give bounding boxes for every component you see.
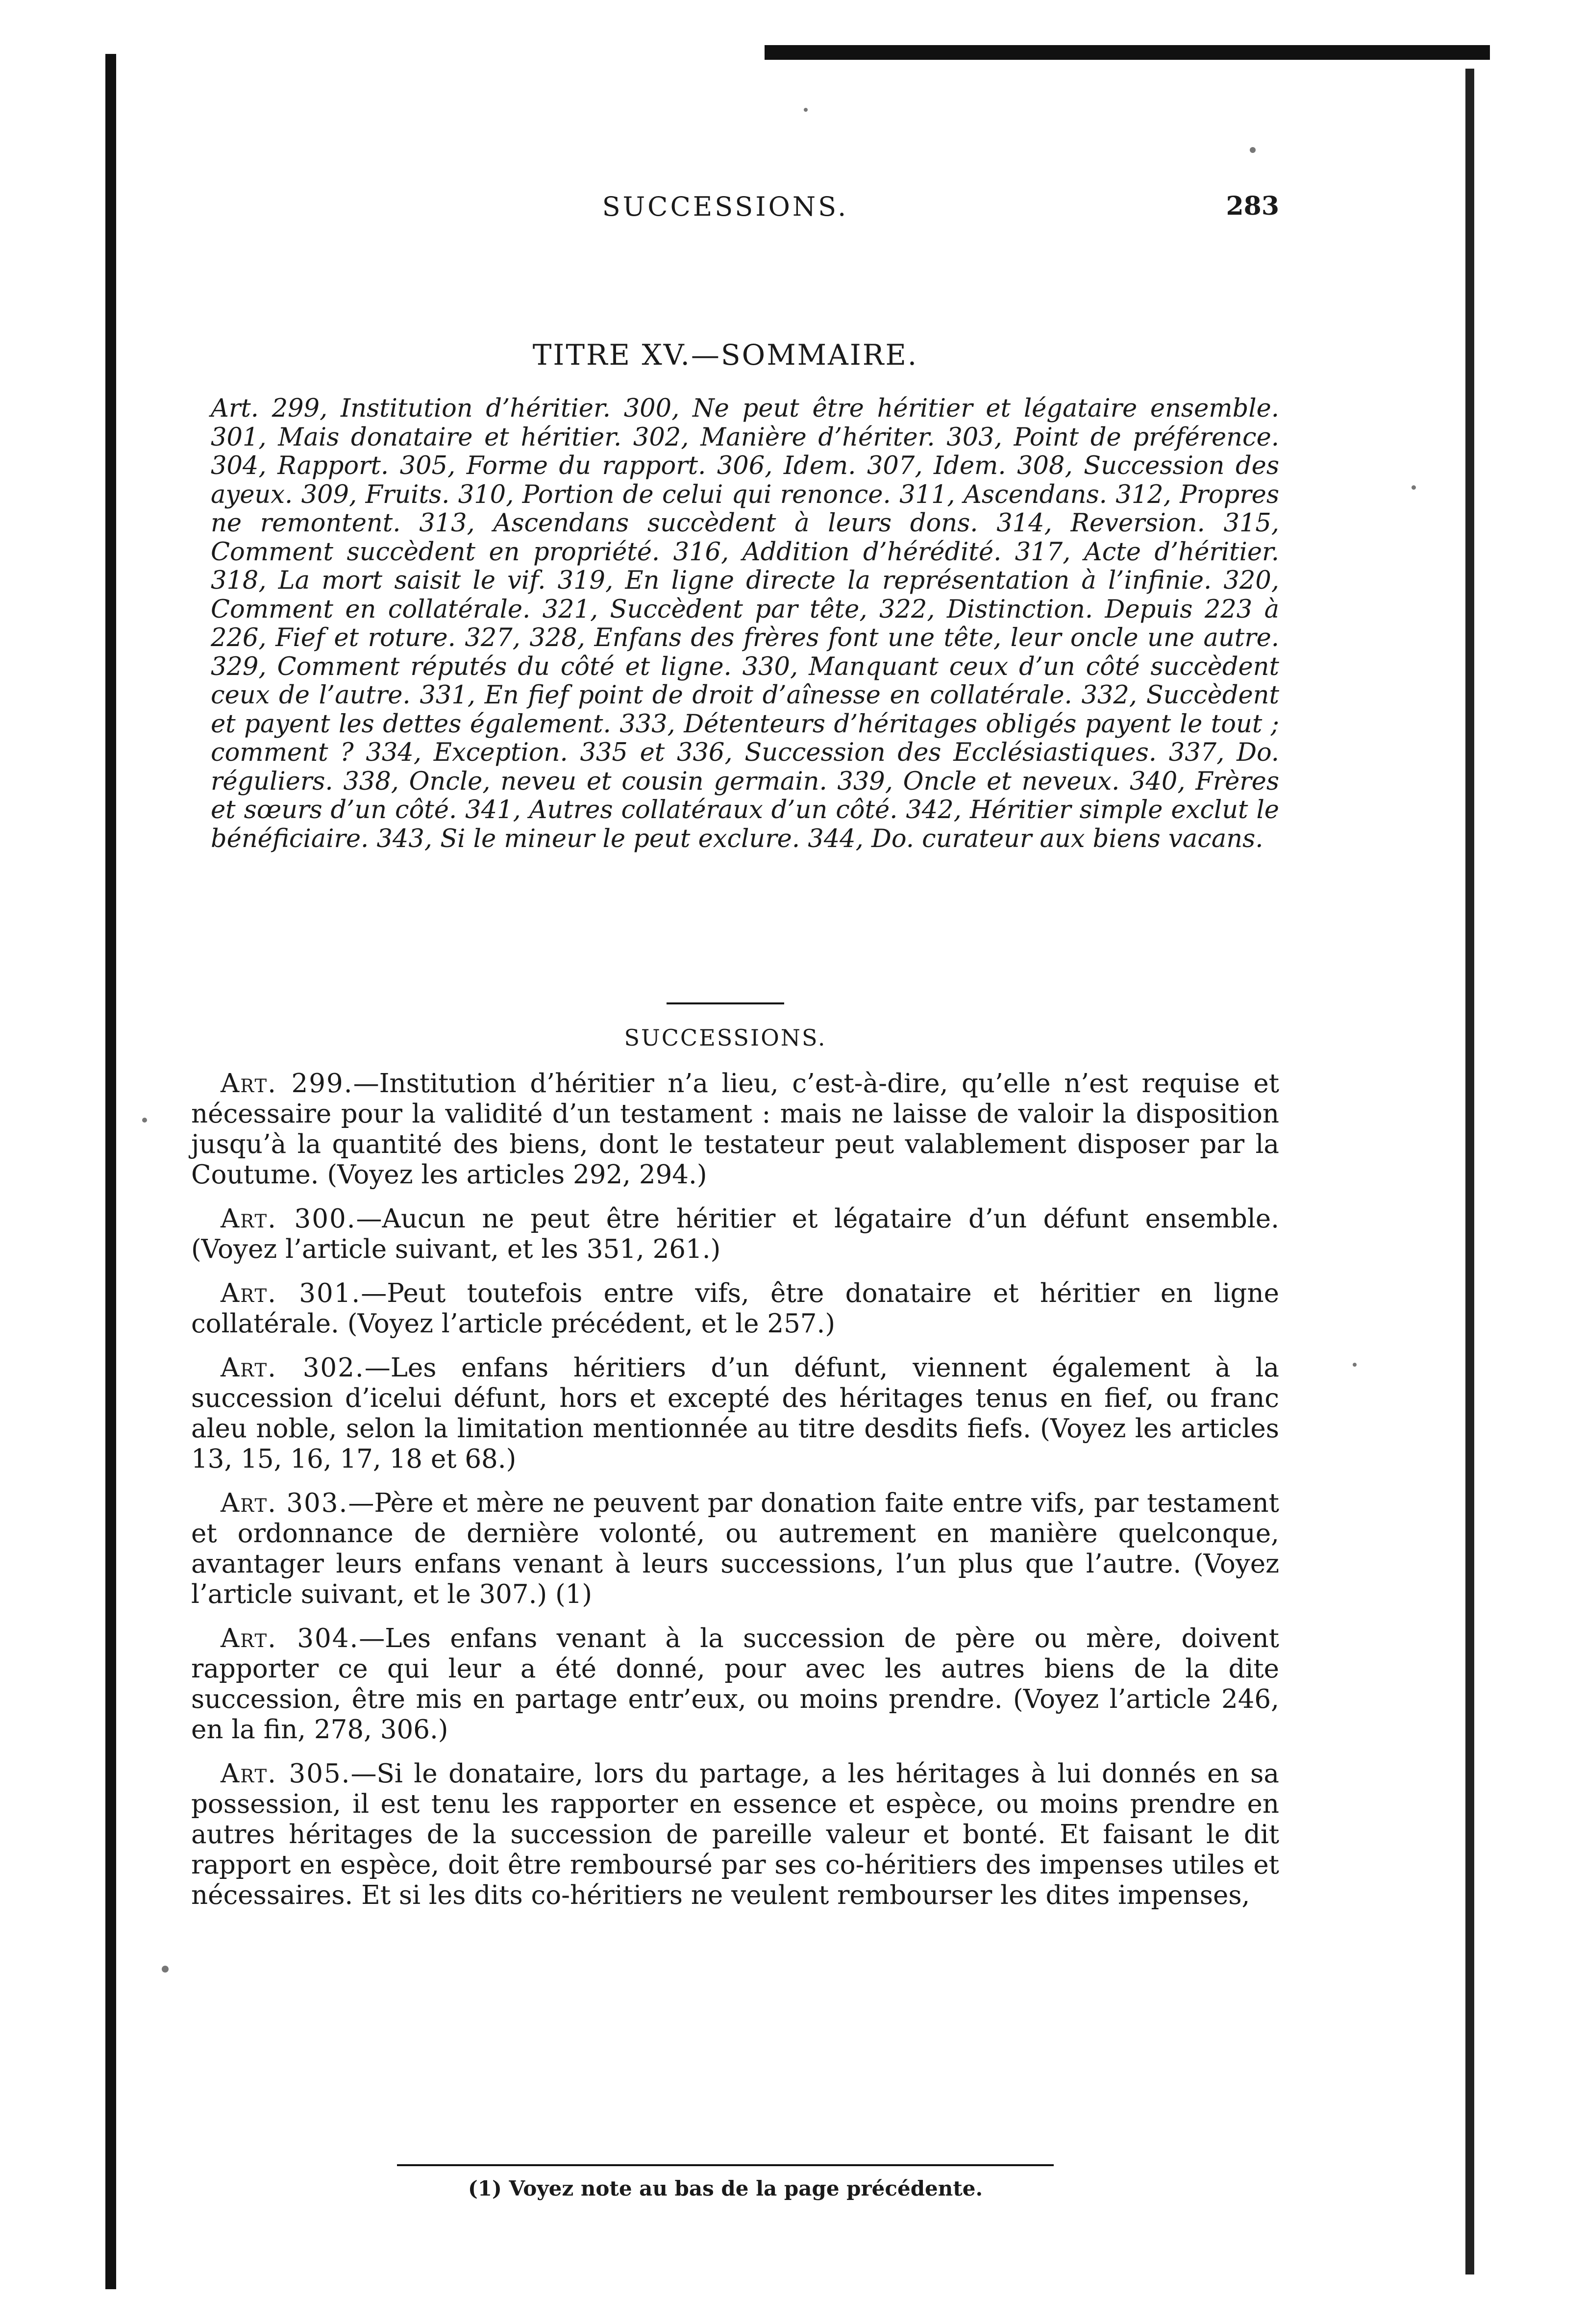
- footnote-divider: [397, 2164, 1054, 2166]
- article-304: [191, 1624, 1279, 1745]
- scan-speck: [142, 1118, 147, 1123]
- articles-body: [191, 1069, 1279, 1924]
- document-page: [172, 147, 1279, 2304]
- article-305: [191, 1759, 1279, 1911]
- article-303: [191, 1488, 1279, 1610]
- running-title: SUCCESSIONS.: [602, 191, 849, 222]
- running-header: [172, 191, 1279, 235]
- article-text: —Les enfans venant à la succession de père ou mère, doivent rapporter ce qui leur a été donné, pour avec les autres biens de la dite succession, être mis en partage entr’eux, ou moins prendre. (Voyez l’article 246, en la fin, 278, 306.): [191, 1624, 1279, 1745]
- article-text: —Aucun ne peut être héritier et légataire d’un défunt ensemble. (Voyez l’article suivant, et les 351, 261.): [191, 1204, 1279, 1264]
- article-302: [191, 1353, 1279, 1474]
- article-label: Art. 301.: [221, 1278, 361, 1308]
- article-label: Art. 302.: [221, 1353, 365, 1383]
- scan-speck: [1412, 485, 1416, 490]
- article-text: —Si le donataire, lors du partage, a les héritages à lui donnés en sa possession, il est tenu les rapporter en essence et espèce, ou moins prendre en autres héritages de la succession de pareille valeur et bonté. Et faisant le dit rapport en espèce, doit être remboursé par ses co-héritiers des impenses utiles et nécessaires. Et si les dits co-héritiers ne veulent rembourser les dites impenses,: [191, 1759, 1279, 1910]
- section-divider: [667, 1002, 784, 1004]
- article-label: Art. 299.: [221, 1069, 353, 1099]
- article-text: —Les enfans héritiers d’un défunt, viennent également à la succession d’icelui défunt, hors et excepté des héritages tenus en fief, ou franc aleu noble, selon la limitation mentionnée au titre desdits fiefs. (Voyez les articles 13, 15, 16, 17, 18 et 68.): [191, 1353, 1279, 1474]
- scan-speck: [162, 1966, 169, 1973]
- section-title: SUCCESSIONS.: [624, 1025, 827, 1051]
- chapter-title: TITRE XV.—SOMMAIRE.: [532, 338, 918, 372]
- scan-speck: [804, 108, 808, 112]
- article-text: —Peut toutefois entre vifs, être donataire et héritier en ligne collatérale. (Voyez l’article précédent, et le 257.): [191, 1278, 1279, 1339]
- scan-border-left: [105, 54, 116, 2289]
- scan-border-right: [1465, 69, 1474, 2274]
- article-299: [191, 1069, 1279, 1190]
- article-text: —Père et mère ne peuvent par donation faite entre vifs, par testament et ordonnance de dernière volonté, ou autrement en manière quelconque, avantager leurs enfans venant à leurs successions, l’un plus que l’autre. (Voyez l’article suivant, et le 307.) (1): [191, 1488, 1279, 1609]
- summary-paragraph: Art. 299, Institution d’héritier. 300, Ne peut être héritier et légataire ensemble. 301, Mais donataire et héritier. 302, Manière d’hériter. 303, Point de préférence. 304, Rapport. 305, Forme du rapport. 306, Idem. 307, Idem. 308, Succession des ayeux. 309, Fruits. 310, Portion de celui qui renonce. 311, Ascendans. 312, Propres ne remontent. 313, Ascendans succèdent à leurs dons. 314, Reversion. 315, Comment succèdent en propriété. 316, Addition d’hérédité. 317, Acte d’héritier. 318, La mort saisit le vif. 319, En ligne directe la représentation à l’infinie. 320, Comment en collatérale. 321, Succèdent par tête, 322, Distinction. Depuis 223 à 226, Fief et roture. 327, 328, Enfans des frères font une tête, leur oncle une autre. 329, Comment réputés du côté et ligne. 330, Manquant ceux d’un côté succèdent ceux de l’autre. 331, En fief point de droit d’aînesse en collatérale. 332, Succèdent et payent les dettes également. 333, Détenteurs d’héritages obligés payent le tout ; comment ? 334, Exception. 335 et 336, Succession des Ecclésiastiques. 337, Do. réguliers. 338, Oncle, neveu et cousin germain. 339, Oncle et neveux. 340, Frères et sœurs d’un côté. 341, Autres collatéraux d’un côté. 342, Héritier simple exclut le bénéficiaire. 343, Si le mineur le peut exclure. 344, Do. curateur aux biens vacans.: [211, 394, 1279, 853]
- article-301: [191, 1278, 1279, 1339]
- article-label: Art. 304.: [221, 1624, 359, 1653]
- article-300: [191, 1204, 1279, 1265]
- scan-speck: [1353, 1363, 1357, 1367]
- article-label: Art. 305.: [221, 1759, 351, 1789]
- footnote: (1) Voyez note au bas de la page précédente.: [468, 2176, 983, 2200]
- page-number: 283: [1226, 191, 1279, 221]
- article-text: —Institution d’héritier n’a lieu, c’est-à-dire, qu’elle n’est requise et nécessaire pour la validité d’un testament : mais ne laisse de valoir la disposition jusqu’à la quantité des biens, dont le testateur peut valablement disposer par la Coutume. (Voyez les articles 292, 294.): [191, 1069, 1279, 1190]
- article-label: Art. 300.: [221, 1204, 356, 1234]
- article-label: Art. 303.: [221, 1488, 348, 1518]
- scan-border-top: [765, 45, 1490, 60]
